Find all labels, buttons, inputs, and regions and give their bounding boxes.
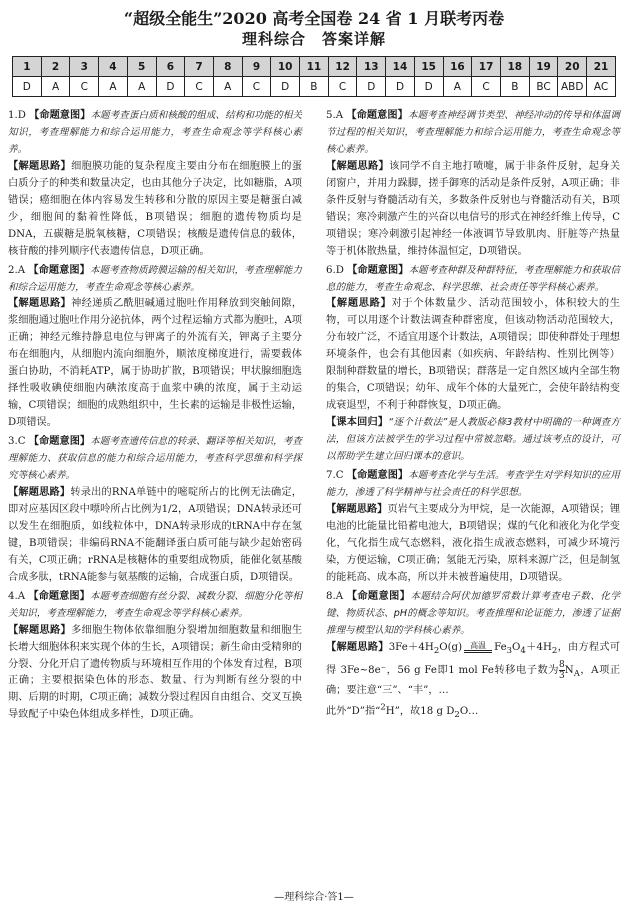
right-column (326, 108, 620, 726)
answer-cell: D (386, 77, 415, 97)
answer-cell: D (271, 77, 300, 97)
q5-number: 5.A (326, 110, 344, 121)
answer-title: 理科综合 答案详解 (241, 30, 386, 48)
question-number-cell: 13 (357, 57, 386, 77)
textbook-review-label: 【课本回归】 (326, 417, 389, 429)
exam-title: “超级全能生”2020 高考全国卷 24 省 1 月联考丙卷 (123, 9, 505, 28)
answer-cell: C (242, 77, 271, 97)
q7-intent: 本题考查化学与生活。考查学生对学科知识的应用能力，渗透了科学精神与社会责任的科学思想。 (326, 470, 621, 498)
question-number-cell: 14 (386, 57, 415, 77)
question-number-cell: 8 (213, 57, 242, 77)
answer-cell: D (414, 77, 443, 97)
question-number-cell: 12 (328, 57, 357, 77)
question-number-cell: 16 (443, 57, 472, 77)
question-number-cell: 3 (70, 57, 99, 77)
q6-solution-label: 【解题思路】 (326, 298, 392, 310)
answer-cell: C (185, 77, 214, 97)
left-column (8, 108, 302, 726)
question-number-row (13, 57, 616, 77)
q1-solution-label: 【解题思路】 (8, 160, 72, 172)
answer-cell: C (328, 77, 357, 97)
question-number-cell: 7 (185, 57, 214, 77)
answer-cell: D (156, 77, 185, 97)
q3-solution: 转录出的RNA单链中的嘧啶所占的比例无法确定，即对应基因区段中嘌呤所占比例为1/2，A项错误；DNA转录还可以发生在细胞质，如线粒体中，DNA转录形成的tRNA中存在氢键，B项错误；非编码RNA不能翻译蛋白质可能与缺少起始密码有关，C项正确；rRNA是核糖体的重要组成物质，能催化氨基酸合成多肽，tRNA能参与氨基酸的运输，合成蛋白质，D项错误。 (8, 486, 302, 583)
q6-intent-label: 【命题意图】 (347, 264, 409, 276)
question-number-cell: 10 (271, 57, 300, 77)
answer-cell: A (127, 77, 156, 97)
answer-row (13, 77, 616, 97)
question-number-cell: 21 (587, 57, 616, 77)
q2-block (8, 263, 302, 433)
question-number-cell: 17 (472, 57, 501, 77)
q2-intent-label: 【命题意图】 (28, 264, 90, 276)
textbook-review: “逐个计数法”是人教版必修3教材中明确的一种调查方法，但该方法被学生的学习过程中常被忽略。通过该考点的设计，可以帮助学生建立回归课本的意识。 (326, 417, 620, 463)
q8-number: 8.A (326, 590, 344, 602)
q4-intent-label: 【命题意图】 (28, 590, 90, 602)
answer-cell: A (213, 77, 242, 97)
q2-solution-label: 【解题思路】 (8, 298, 72, 310)
q2-solution: 神经递质乙酰胆碱通过胞吐作用释放到突触间隙，浆细胞通过胞吐作用分泌抗体，两个过程运输方式都为胞吐，A项正确；神经元维持静息电位与钾离子的外流有关，钾离子主要分布在细胞内，从细胞内流向细胞外，顺浓度梯度进行，需要载体蛋白协助，不消耗ATP，属于协助扩散，B项错误；甲状腺细胞选择性吸收碘使细胞内碘浓度高于血浆中碘的浓度，属于主动运输，C项错误；细胞的成熟组织中，生长素的运输是非极性运输，D项错误。 (8, 298, 303, 429)
q5-intent: 本题考查神经调节类型、神经冲动的传导和体温调节过程的相关知识，考查理解能力和综合运用能力，考查生命观念等核心素养。 (326, 110, 621, 155)
question-number-cell: 4 (99, 57, 128, 77)
q7-number: 7.C (326, 470, 344, 482)
q1-block (8, 108, 302, 261)
page-footer: —理科综合·答1— (274, 892, 354, 903)
fraction: $\frac{8}{3}$ (559, 659, 565, 681)
q8-intent: 本题结合阿伏加德罗常数计算考查电子数、化学键、物质状态、pH的概念等知识。考查推理和论证能力，渗透了证据推理与模型认知的学科核心素养。 (326, 590, 621, 636)
answer-cell: C (472, 77, 501, 97)
answer-cell: BC (529, 77, 558, 97)
q1-number: 1.D (8, 110, 26, 121)
q4-solution: 多细胞生物体依靠细胞分裂增加细胞数量和细胞生长增大细胞体积来实现个体的生长，A项错误；新生命由受精卵的分裂、分化开启了遗传物质与环境相互作用的个体发育过程，B项正确；主要根据染色体的形态、数量、行为判断有丝分裂的中期、后期的时期，C项正确；减数分裂过程因自由组合、交叉互换导致配子中染色体组成多样性，D项正确。 (8, 624, 303, 721)
q8-intent-label: 【命题意图】 (346, 590, 411, 602)
q3-solution-label: 【解题思路】 (8, 486, 71, 498)
q3-intent-label: 【命题意图】 (28, 436, 91, 448)
q4-block (8, 589, 302, 725)
q3-intent: 本题考查遗传信息的转录、翻译等相关知识，考查理解能力、获取信息的能力和综合运用能力，考查科学思维和科学探究等核心素养。 (8, 436, 303, 482)
q2-number: 2.A (8, 264, 26, 276)
question-number-cell: 2 (41, 57, 70, 77)
q8-solution-label: 【解题思路】 (326, 641, 389, 653)
question-number-cell: 19 (529, 57, 558, 77)
q7-block (326, 468, 620, 587)
question-number-cell: 6 (156, 57, 185, 77)
q6-number: 6.D (326, 264, 344, 276)
question-number-cell: 5 (127, 57, 156, 77)
answer-cell: AC (587, 77, 616, 97)
q4-solution-label: 【解题思路】 (8, 624, 72, 636)
q6-block (326, 263, 620, 466)
question-number-cell: 20 (558, 57, 587, 77)
q5-solution: 该同学不自主地打喷嚏，属于非条件反射，起身关闭窗户，并用力跺脚，搓手御寒的活动是条件反射，A项正确；非条件反射与脊髓活动有关，多数条件反射也与脊髓活动有关，B项错误；寒冷刺激产生的兴奋以电信号的形式在神经纤维上传导，C项错误；寒冷刺激引起神经一体液调节导致肌肉、肝脏等产热量等于机体散热量，维持体温恒定，D项错误。 (326, 160, 621, 257)
question-number-cell: 15 (414, 57, 443, 77)
answer-cell: A (41, 77, 70, 97)
question-number-cell: 9 (242, 57, 271, 77)
question-number-cell: 1 (13, 57, 42, 77)
q5-intent-label: 【命题意图】 (346, 110, 408, 121)
q8-block (326, 589, 620, 725)
question-number-cell: 18 (500, 57, 529, 77)
q1-intent-label: 【命题意图】 (29, 110, 91, 121)
q7-solution: 页岩气主要成分为甲烷，是一次能源，A项错误；锂电池的比能量比铅蓄电池大，B项错误；煤的气化和液化为化学变化，气化指生成气态燃料，液化指生成液态燃料，可减少环境污染，方便运输，C项正确；氢能无污染，原料来源广泛，但是制氢的能耗高、成本高，所以并未被普遍使用，D项错误。 (326, 503, 621, 583)
q2-intent: 本题考查物质跨膜运输的相关知识，考查理解能力和综合运用能力，考查生命观念等核心素养。 (8, 264, 303, 293)
q4-intent: 本题考查细胞有丝分裂、减数分裂、细胞分化等相关知识，考查理解能力，考查生命观念等学科核心素养。 (8, 590, 303, 619)
answer-cell: C (70, 77, 99, 97)
q6-intent: 本题考查种群及种群特征，考查理解能力和获取信息的能力，考查生命观念、科学思维、社会责任等学科核心素养。 (326, 264, 621, 293)
answer-cell: D (13, 77, 42, 97)
answer-cell: A (99, 77, 128, 97)
answer-cell: D (357, 77, 386, 97)
q4-number: 4.A (8, 590, 26, 602)
answer-cell: B (300, 77, 329, 97)
q8-equation: $3Fe+4H_2O(g)$ 高温 $Fe_3O_4+4H_2$，由方程式可得 3Fe~8e⁻，56 g Fe即1 mol Fe转移电子数为 $\frac{8}{3}$ $N_A$，A项正确；要注意“三”、“丰”，… 此外“D”指“$^2$H”，故18 g $D_2O\dots$ (326, 640, 621, 721)
q1-intent: 本题考查蛋白质和核酸的组成、结构和功能的相关知识，考查理解能力和综合运用能力，考查生命观念等学科核心素养。 (8, 110, 303, 155)
answer-cell: A (443, 77, 472, 97)
q6-solution: 对于个体数量少、活动范围较小，体积较大的生物，可以用逐个计数法调查种群密度，但该动物活动范围较大，分布较广泛，不适宜用逐个计数法，A项错误；即使种群处于理想环境条件，也会有其他因素（如疾病、年龄结构、性别比例等）限制种群数量的增长，B项错误；群落是一定自然区域内全部生物的集合，C项错误；幼年、成年个体的大量死亡，会使年龄结构变成衰退型，不利于种群恢复，D项正确。 (326, 298, 621, 412)
question-number-cell: 11 (300, 57, 329, 77)
q3-number: 3.C (8, 436, 26, 448)
q7-solution-label: 【解题思路】 (326, 503, 388, 515)
q5-solution-label: 【解题思路】 (326, 160, 390, 172)
q5-block (326, 108, 620, 261)
answer-cell: B (500, 77, 529, 97)
q1-solution: 细胞膜功能的复杂程度主要由分布在细胞膜上的蛋白质分子的种类和数量决定，也由其他分子决定，比如糖脂，A项错误；癌细胞在体内容易发生转移和分散的原因主要是糖蛋白减少，细胞间的黏着性降低，B项错误；细胞的遗传物质均是DNA，五碳糖是脱氧核糖，C项错误；核酸是遗传信息的载体，核苷酸的排列顺序代表遗传信息，D项正确。 (8, 160, 303, 257)
q7-intent-label: 【命题意图】 (346, 470, 409, 482)
answer-cell: ABD (558, 77, 587, 97)
q3-block (8, 434, 302, 587)
answer-table (12, 56, 616, 97)
